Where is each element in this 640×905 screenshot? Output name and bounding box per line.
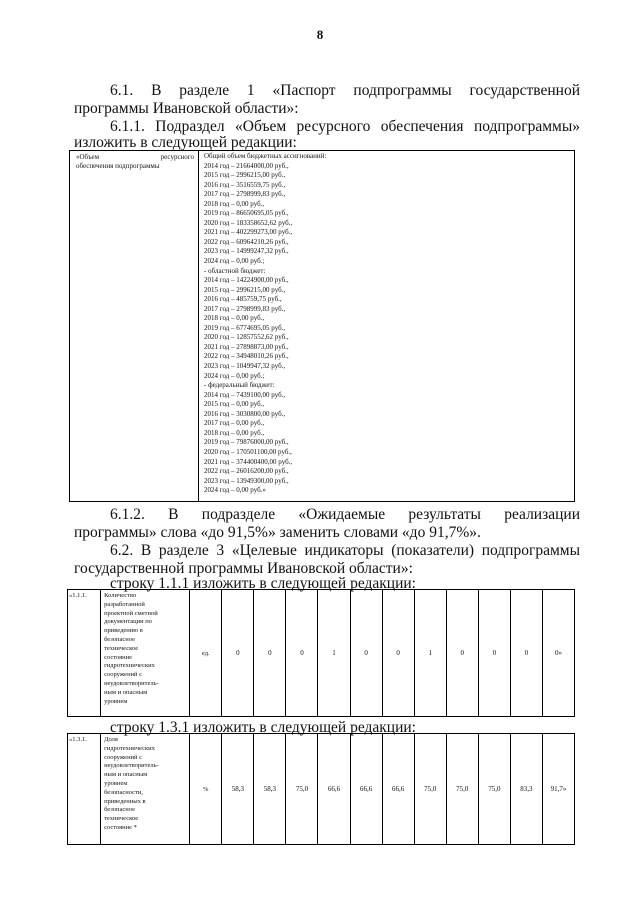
description-line: состояние xyxy=(104,653,132,661)
indicator-value-cell: 75,0 xyxy=(414,734,446,845)
funding-table-divider xyxy=(198,151,199,501)
description-line: ным и опасным xyxy=(104,688,148,696)
description-line: безопасное xyxy=(104,635,135,643)
indicator-code-cell: «1.3.1. xyxy=(68,734,101,845)
funding-line: 2018 год – 0,00 руб., xyxy=(204,314,265,323)
funding-line: 2017 год – 2798999,83 руб., xyxy=(204,190,286,199)
description-line: сооружений с xyxy=(104,753,143,761)
table-row xyxy=(68,734,575,845)
funding-line: 2022 год – 34948010,26 руб., xyxy=(204,352,289,361)
description-line: приведению в xyxy=(104,627,143,635)
indicator-value-cell: 0 xyxy=(510,590,542,717)
indicator-value-cell: 0» xyxy=(542,590,574,717)
funding-line: 2015 год – 0,00 руб., xyxy=(204,400,265,409)
indicator-value-cell: 1 xyxy=(414,590,446,717)
funding-line: 2015 год – 2996215,00 руб., xyxy=(204,171,286,180)
funding-line: 2021 год – 402299273,00 руб., xyxy=(204,228,293,237)
description-line: приведенных в xyxy=(104,797,146,805)
indicator-value-cell: 75,0 xyxy=(446,734,478,845)
funding-line: 2021 год – 374400400,00 руб., xyxy=(204,457,293,466)
indicator-value-cell: 58,3 xyxy=(254,734,286,845)
indicator-value-cell: 66,6 xyxy=(382,734,414,845)
funding-line: 2016 год – 3516559,75 руб., xyxy=(204,180,286,189)
funding-line: 2016 год – 3030800,00 руб., xyxy=(204,409,286,418)
indicator-value-cell: 0 xyxy=(350,590,382,717)
funding-line: 2018 год – 0,00 руб., xyxy=(204,199,265,208)
funding-table-lines xyxy=(204,152,326,496)
section-6-2-line2: государственной программы Ивановской области»: xyxy=(74,560,413,577)
table-row xyxy=(68,590,575,717)
description-line: состояние * xyxy=(104,823,137,831)
description-line: уровнем xyxy=(104,779,128,787)
description-line: безопасное xyxy=(104,806,135,814)
funding-line: 2020 год – 12857552,62 руб., xyxy=(204,333,289,342)
section-6-1-line1: 6.1. В разделе 1 «Паспорт подпрограммы государственной xyxy=(110,82,580,99)
funding-line: 2022 год – 26016200,00 руб., xyxy=(204,467,289,476)
indicator-unit-cell: ед. xyxy=(190,590,222,717)
description-line: гидротехнических xyxy=(104,744,155,752)
row-1-3-1-intro: строку 1.3.1 изложить в следующей редакции: xyxy=(110,719,416,736)
indicator-value-cell: 66,6 xyxy=(350,734,382,845)
indicator-value-cell: 75,0 xyxy=(286,734,318,845)
indicator-value-cell: 91,7» xyxy=(542,734,574,845)
funding-line: 2019 год – 6774695,05 руб., xyxy=(204,323,286,332)
funding-line: 2023 год – 14999247,32 руб., xyxy=(204,247,289,256)
indicator-description-cell xyxy=(101,590,190,717)
page-number: 8 xyxy=(316,27,324,42)
description-line: техническое xyxy=(104,644,139,652)
funding-line: 2016 год – 485759,75 руб., xyxy=(204,295,282,304)
indicator-value-cell: 58,3 xyxy=(222,734,254,845)
description-line: сооружений с xyxy=(104,671,143,679)
funding-line: - федеральный бюджет: xyxy=(204,381,275,390)
funding-line: 2022 год – 60964210,26 руб., xyxy=(204,237,289,246)
funding-line: 2014 год – 7439100,00 руб., xyxy=(204,390,286,399)
indicator-value-cell: 75,0 xyxy=(478,734,510,845)
indicator-value-cell: 0 xyxy=(222,590,254,717)
funding-label-line1: «Объем ресурсного xyxy=(76,153,194,161)
indicator-value-cell: 0 xyxy=(382,590,414,717)
funding-line: 2024 год – 0,00 руб.; xyxy=(204,371,265,380)
funding-line: 2017 год – 0,00 руб., xyxy=(204,419,265,428)
description-line: Доля xyxy=(104,736,118,743)
description-line: безопасности, xyxy=(104,788,143,796)
section-6-1-2-line1: 6.1.2. В подразделе «Ожидаемые результаты реализации xyxy=(110,506,580,523)
funding-line: 2024 год – 0,00 руб.» xyxy=(204,486,266,495)
indicator-table-1-1-1 xyxy=(67,589,575,717)
indicator-description-cell xyxy=(101,734,190,845)
description-line: неудовлетворитель- xyxy=(104,762,159,770)
description-line: проектной сметной xyxy=(104,609,158,617)
indicator-value-cell: 83,3 xyxy=(510,734,542,845)
indicator-unit-cell: % xyxy=(190,734,222,845)
indicator-value-cell: 0 xyxy=(446,590,478,717)
section-6-2-line1: 6.2. В разделе 3 «Целевые индикаторы (показатели) подпрограммы xyxy=(110,542,580,559)
funding-line: 2017 год – 2798999,83 руб., xyxy=(204,304,286,313)
funding-line: 2020 год – 183358652,62 руб., xyxy=(204,218,293,227)
description-line: уровнем xyxy=(104,697,128,705)
description-line: Количество xyxy=(104,592,137,599)
description-line: ным и опасным xyxy=(104,771,148,779)
indicator-value-cell: 66,6 xyxy=(318,734,350,845)
funding-line: 2024 год – 0,00 руб.; xyxy=(204,257,265,266)
funding-label-line2: обеспечения подпрограммы xyxy=(76,161,160,170)
indicator-value-cell: 0 xyxy=(478,590,510,717)
funding-line: 2014 год – 14224900,00 руб., xyxy=(204,276,289,285)
description-line: неудовлетворитель- xyxy=(104,679,159,687)
section-6-1-2-line2: программы» слова «до 91,5%» заменить словами «до 91,7%». xyxy=(74,524,481,541)
indicator-value-cell: 1 xyxy=(318,590,350,717)
section-6-1-line2: программы Ивановской области»: xyxy=(74,100,299,117)
indicator-value-cell: 0 xyxy=(286,590,318,717)
funding-line: 2023 год – 1049947,32 руб., xyxy=(204,362,286,371)
funding-line: Общий объем бюджетных ассигнований: xyxy=(204,152,327,160)
description-line: техническое xyxy=(104,815,139,823)
funding-line: 2021 год – 27898873,00 руб., xyxy=(204,342,289,351)
description-line: документации по xyxy=(104,618,152,626)
description-line: разработанной xyxy=(104,600,145,608)
description-line: гидротехнических xyxy=(104,662,155,670)
funding-line: 2014 год – 21664000,00 руб., xyxy=(204,161,289,170)
funding-table-label xyxy=(76,153,194,170)
funding-line: 2020 год – 170501100,00 руб., xyxy=(204,447,292,456)
row-1-1-1-intro: строку 1.1.1 изложить в следующей редакции: xyxy=(110,575,416,592)
indicator-code-cell: «1.1.1. xyxy=(68,590,101,717)
indicator-table-1-3-1 xyxy=(67,733,575,845)
funding-line: 2015 год – 2996215,00 руб., xyxy=(204,285,286,294)
funding-line: 2019 год – 79876000,00 руб., xyxy=(204,438,289,447)
section-6-1-1-line1: 6.1.1. Подраздел «Объем ресурсного обеспечения подпрограммы» xyxy=(110,118,580,135)
section-6-1-1-line2: изложить в следующей редакции: xyxy=(74,134,297,151)
funding-table xyxy=(69,150,575,502)
indicator-value-cell: 0 xyxy=(254,590,286,717)
funding-line: 2019 год – 86650695,05 руб., xyxy=(204,209,289,218)
funding-line: - областной бюджет: xyxy=(204,266,266,275)
funding-line: 2018 год – 0,00 руб., xyxy=(204,428,265,437)
funding-line: 2023 год – 13949300,00 руб., xyxy=(204,476,289,485)
